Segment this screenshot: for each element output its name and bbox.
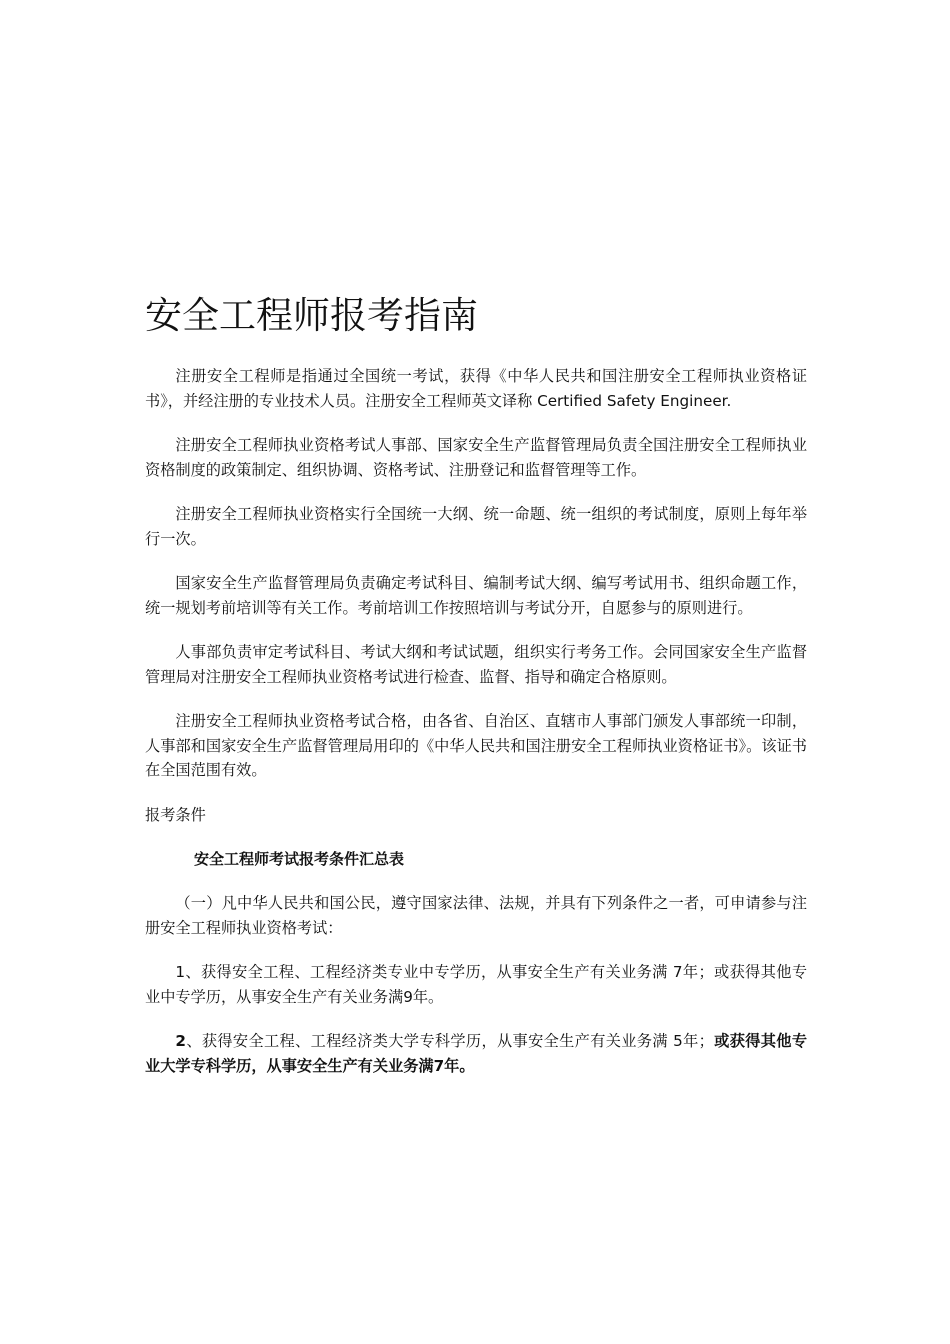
item-2-text-bold: 或获得其他专业大学专科学历，从事安全生产有关业务满 [145,1032,808,1075]
english-name: Certified Safety Engineer. [537,391,732,410]
paragraph-definition-text: 注册安全工程师是指通过全国统一考试，获得《中华人民共和国注册安全工程师执业资格证书》，并经注册的专业技术人员。注册安全工程师英文译称 [145,367,807,410]
item-2-years-b: 7 [433,1056,445,1075]
paragraph-definition [145,364,807,413]
item-2-text-a: 、获得安全工程、工程经济类大学专科学历，从事安全生产有关业务满 [185,1032,668,1050]
item-1-years-b: 9 [403,987,413,1006]
condition-item-2 [145,1029,807,1078]
item-2-years-a: 5 [673,1032,683,1050]
item-2-number: 2 [175,1032,186,1050]
paragraph-training: 国家安全生产监督管理局负责确定考试科目、编制考试大纲、编写考试用书、组织命题工作，统一规划考前培训等有关工作。考前培训工作按照培训与考试分开，自愿参与的原则进行。 [145,574,807,617]
item-1-text-b: 年；或获得其他专业中专学历，从事安全生产有关业务满 [145,963,808,1006]
paragraph-review: 人事部负责审定考试科目、考试大纲和考试试题，组织实行考务工作。会同国家安全生产监督管理局对注册安全工程师执业资格考试进行检查、监督、指导和确定合格原则。 [145,643,807,686]
item-2-text-b: 年； [682,1032,714,1050]
paragraph-responsibilities: 注册安全工程师执业资格考试人事部、国家安全生产监督管理局负责全国注册安全工程师执业资格制度的政策制定、组织协调、资格考试、注册登记和监督管理等工作。 [145,436,807,479]
item-1-text-a: 、获得安全工程、工程经济类专业中专学历，从事安全生产有关业务满 [185,963,668,981]
document-title: 安全工程师报考指南 [145,294,478,337]
item-2-text-c: 年。 [444,1056,475,1075]
item-1-years-a: 7 [672,963,683,981]
table-heading: 安全工程师考试报考条件汇总表 [194,850,405,868]
paragraph-exam-system: 注册安全工程师执业资格实行全国统一大纲、统一命题、统一组织的考试制度，原则上每年举行一次。 [145,505,807,548]
paragraph-certificate: 注册安全工程师执业资格考试合格，由各省、自治区、直辖市人事部门颁发人事部统一印制，人事部和国家安全生产监督管理局用印的《中华人民共和国注册安全工程师执业资格证书》。该证书在全国范围有效。 [145,712,807,779]
condition-item-1 [145,960,807,1009]
item-1-number: 1 [175,963,186,981]
document-page [145,290,807,1098]
section-label: 报考条件 [145,805,206,824]
condition-intro: （一）凡中华人民共和国公民，遵守国家法律、法规，并具有下列条件之一者，可申请参与注册安全工程师执业资格考试： [145,894,807,937]
item-1-text-c: 年。 [412,987,444,1006]
